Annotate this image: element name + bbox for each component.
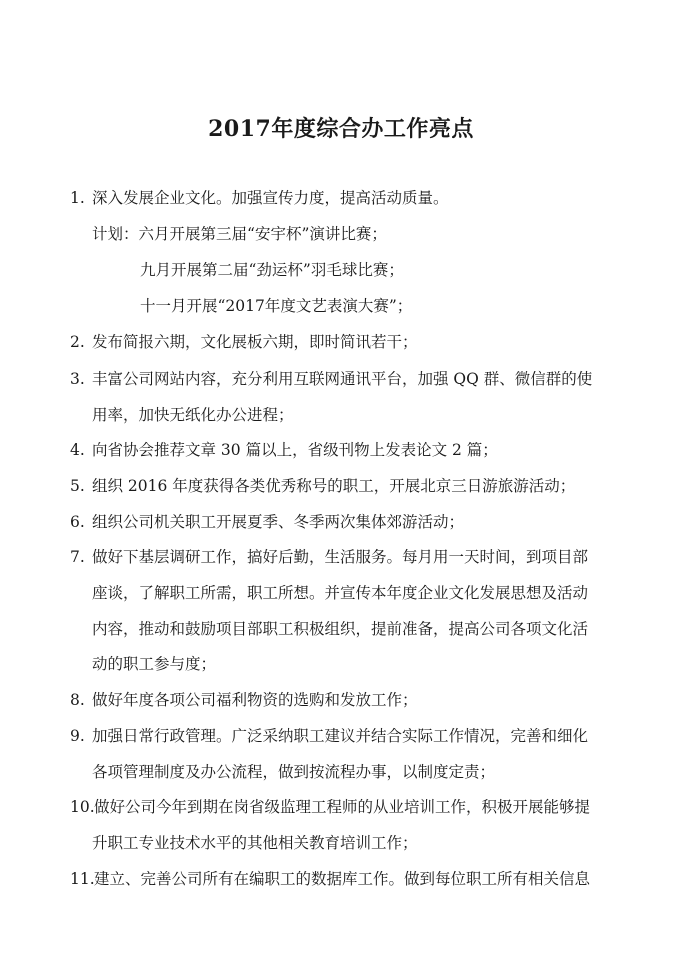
list-item-continuation <box>92 654 216 674</box>
plan-text: 九月开展第二届“劲运杯”羽毛球比赛； <box>140 261 404 279</box>
list-item <box>70 512 464 532</box>
list-item <box>70 188 449 208</box>
list-item <box>70 476 575 496</box>
item-text: 向省协会推荐文章 30 篇以上，省级刊物上发表论文 2 篇； <box>92 441 498 459</box>
item-number: 2. <box>70 333 85 351</box>
list-item <box>70 440 498 460</box>
item-text: 动的职工参与度； <box>92 655 217 673</box>
item-text: 各项管理制度及办公流程，做到按流程办事，以制度定责； <box>92 763 496 781</box>
item-number: 11. <box>70 870 95 888</box>
item-text: 升职工专业技术水平的其他相关教育培训工作； <box>92 834 418 852</box>
list-item-continuation <box>92 583 588 603</box>
item-text: 做好年度各项公司福利物资的选购和发放工作； <box>92 691 418 709</box>
item-number: 5. <box>70 477 85 495</box>
item-text: 做好公司今年到期在岗省级监理工程师的从业培训工作，积极开展能够提 <box>94 798 591 816</box>
item-text: 组织 2016 年度获得各类优秀称号的职工，开展北京三日游旅游活动； <box>92 477 576 495</box>
plan-text: 十一月开展“2017年度文艺表演大赛”； <box>140 297 413 315</box>
item-text: 深入发展企业文化。加强宣传力度，提高活动质量。 <box>92 189 449 207</box>
plan-label: 计划： <box>92 225 139 243</box>
list-item-continuation <box>92 619 588 639</box>
list-item <box>70 726 588 746</box>
plan-line <box>140 260 404 280</box>
item-number: 1. <box>70 189 85 207</box>
item-text: 座谈，了解职工所需，职工所想。并宣传本年度企业文化发展思想及活动 <box>92 584 589 602</box>
list-item-continuation <box>92 833 418 853</box>
item-number: 7. <box>70 548 85 566</box>
item-text: 发布简报六期，文化展板六期，即时简讯若干； <box>92 333 418 351</box>
list-item <box>70 797 590 817</box>
plan-line <box>92 224 387 244</box>
item-number: 6. <box>70 513 85 531</box>
item-text: 丰富公司网站内容，充分利用互联网通讯平台，加强 QQ 群、微信群的使 <box>92 370 593 388</box>
list-item <box>70 332 418 352</box>
item-number: 4. <box>70 441 85 459</box>
item-text: 用率，加快无纸化办公进程； <box>92 406 294 424</box>
list-item-continuation <box>92 762 495 782</box>
list-item <box>70 690 418 710</box>
page-title: 2017年度综合办工作亮点 <box>208 116 474 142</box>
plan-line <box>140 296 412 316</box>
list-item <box>70 369 592 389</box>
list-item-continuation <box>92 405 294 425</box>
item-number: 8. <box>70 691 85 709</box>
item-text: 内容，推动和鼓励项目部职工积极组织，提前准备，提高公司各项文化活 <box>92 620 589 638</box>
plan-text: 六月开展第三届“安宇杯”演讲比赛； <box>138 225 387 243</box>
list-item <box>70 869 590 889</box>
item-text: 加强日常行政管理。广泛采纳职工建议并结合实际工作情况，完善和细化 <box>92 727 589 745</box>
item-text: 建立、完善公司所有在编职工的数据库工作。做到每位职工所有相关信息 <box>94 870 591 888</box>
item-text: 做好下基层调研工作，搞好后勤，生活服务。每月用一天时间，到项目部 <box>92 548 589 566</box>
list-item <box>70 547 588 567</box>
item-number: 10. <box>70 798 95 816</box>
item-number: 3. <box>70 370 85 388</box>
item-number: 9. <box>70 727 85 745</box>
item-text: 组织公司机关职工开展夏季、冬季两次集体郊游活动； <box>92 513 465 531</box>
